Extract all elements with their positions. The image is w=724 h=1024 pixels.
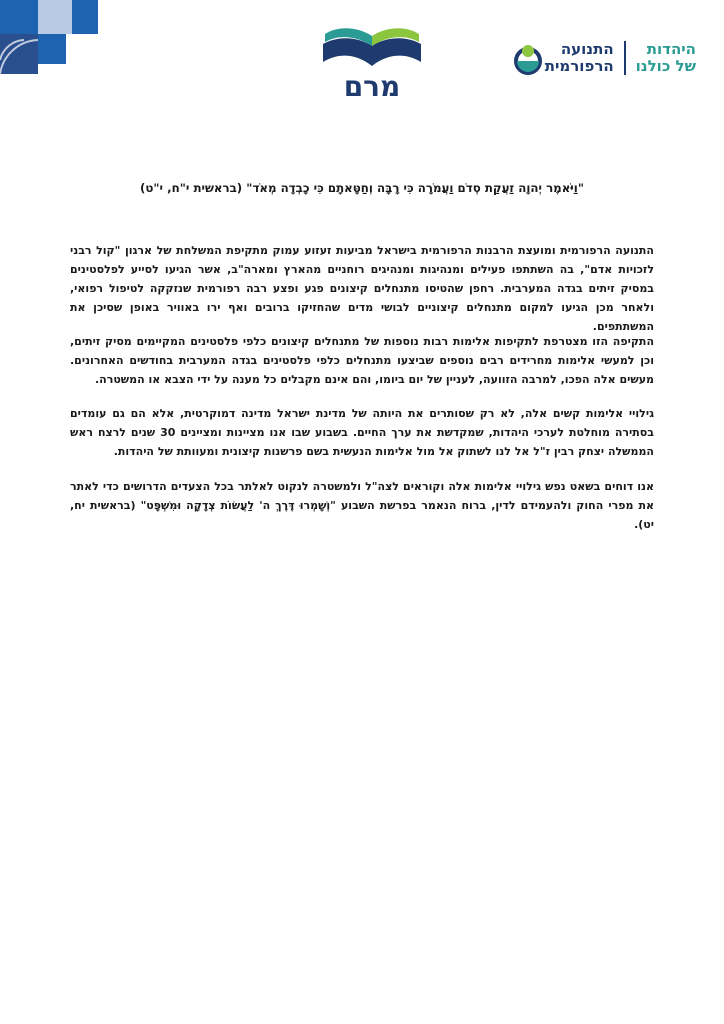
org-slogan-line2: של כולנו (635, 57, 696, 75)
document-title: "וַיֹּאמֶר יְהוָה זַעֲקַת סְדֹם וַעֲמֹרָה כִּי רָבָּה וְחַטָּאתָם כִּי כָבְדָה מְאֹד" (בראשית י"ח, י"ט) (140, 181, 584, 195)
logo-divider (624, 41, 626, 75)
org-slogan-line1: היהדות (646, 40, 696, 58)
org-name (545, 41, 614, 75)
paragraph-1: התנועה הרפורמית ומועצת הרבנות הרפורמית בישראל מביעות זעזוע עמוק מתקיפת המשלחת של ארגון "קול רבני לזכויות אדם", בה השתתפו פעילים ומנהיגות ומנהיגים רוחניים מהארץ ומארה"ב, אשר הגיעו לסייע לפלסטינים במסיק זיתים בגדה המערבית. רחפן שהטיסו מתנחלים קיצונים פגע ופצע רבה רפורמית שנזקקה לטיפול רפואי, ולאחר מכן הגיעו למקום מתנחלים קיצוניים לבושי מדים שהחזיקו ברובים ואף ירו באוויר באופן שסיכן את המשתתפים. (70, 244, 654, 333)
org-slogan (636, 41, 696, 75)
org-name-line1: התנועה (560, 40, 614, 58)
logo-text: מרם (343, 70, 401, 103)
paragraph-3: גילויי אלימות קשים אלה, לא רק שסותרים את היותה של מדינת ישראל מדינה דמוקרטית, אלא הם גם עומדים בסתירה מוחלטת לערכי היהדות, שמקדשת את ערך החיים. בשבוע שבו אנו מציינות ומציינים 30 שנים לרצח ראש הממשלה יצחק רבין ז"ל אל לנו לשתוק אל מול אלימות הנעשית בשם פרשנות קיצונית ומעוותת של היהדות. (70, 407, 654, 458)
book-icon (317, 22, 427, 74)
emblem-icon (511, 41, 545, 75)
corner-decoration (0, 0, 110, 80)
paragraph-2: התקיפה הזו מצטרפת לתקיפות אלימות רבות נוספות של מתנחלים קיצונים כלפי פלסטינים המקיימים מסיק זיתים, וכן למעשי אלימות מחרידים רבים נוספים שביצעו מתנחלים כלפי פלסטינים בגדה המערבית בחודשים האחרונים. מעשים אלה הפכו, למרבה הזוועה, לעניין של יום ביומו, והם אינם מקבלים כל מענה על ידי הצבא או המשטרה. (70, 335, 654, 386)
merom-logo (312, 22, 432, 102)
paragraph-4: אנו דוחים בשאט נפש גילויי אלימות אלה וקוראים לצה"ל ולמשטרה לנקוט לאלתר בכל הצעדים הדרושים כדי לאתר את מפרי החוק ולהעמידם לדין, ברוח הנאמר בפרשת השבוע "וְשָׁמְרוּ דֶּרֶךְ ה' לַעֲשׂוֹת צְדָקָה וּמִשְׁפָּט" (בראשית יח, יט). (70, 480, 654, 531)
org-name-line2: הרפורמית (544, 57, 614, 75)
reform-movement-logo (503, 38, 696, 78)
